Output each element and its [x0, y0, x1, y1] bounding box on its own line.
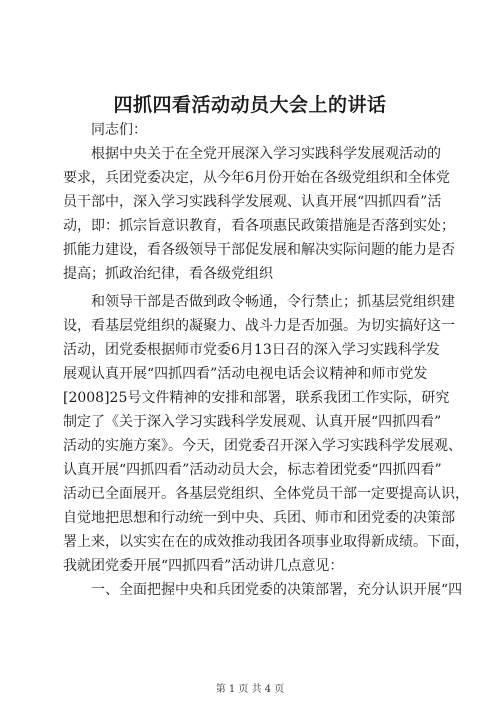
paragraph-line: 署上来，以实实在在的成效推动我团各项事业取得新成绩。下面，	[63, 534, 469, 550]
paragraph-line: 制定了《关于深入学习实践科学发展观、认真开展“四抓四看”	[63, 414, 442, 430]
paragraph-line: 要求，兵团党委决定，从今年6月份开始在各级党组织和全体党	[63, 170, 450, 186]
paragraph-line: 设，看基层党组织的凝聚力、战斗力是否加强。为切实搞好这一	[63, 318, 455, 334]
paragraph-line: 自觉地把思想和行动统一到中央、兵团、师市和团党委的决策部	[63, 510, 455, 526]
paragraph-line: 活动已全面展开。各基层党组织、全体党员干部一定要提高认识，	[63, 486, 469, 502]
paragraph-line: 我就团党委开展“四抓四看”活动讲几点意见：	[63, 558, 344, 574]
paragraph-line: 抓能力建设，看各级领导干部促发展和解决实际问题的能力是否	[63, 242, 455, 258]
paragraph-line: 展观认真开展“四抓四看”活动电视电话会议精神和师市党发	[63, 366, 428, 382]
paragraph-line: [2008]25号文件精神的安排和部署，联系我团工作实际，研究	[63, 390, 450, 406]
paragraph-line: 提高；抓政治纪律，看各级党组织	[63, 266, 273, 282]
paragraph-line: 认真开展“四抓四看”活动动员大会，标志着团党委“四抓四看”	[63, 462, 442, 478]
page-number: 第 1 页 共 4 页	[215, 684, 285, 695]
document-body	[63, 118, 469, 602]
paragraph-line: 根据中央关于在全党开展深入学习实践科学发展观活动的	[91, 146, 441, 162]
paragraph-line: 活动的实施方案》。今天，团党委召开深入学习实践科学发展观、	[63, 438, 462, 454]
paragraph-line: 活动，团党委根据师市党委6月13日召的深入学习实践科学发	[63, 342, 440, 358]
section-heading-line: 一、全面把握中央和兵团党委的决策部署，充分认识开展“四	[91, 582, 463, 598]
paragraph-line: 动，即：抓宗旨意识教育，看各项惠民政策措施是否落到实处；	[63, 218, 455, 234]
paragraph-line: 和领导干部是否做到政令畅通，令行禁止；抓基层党组织建	[91, 294, 455, 310]
paragraph-line: 员干部中，深入学习实践科学发展观、认真开展“四抓四看”活	[63, 194, 442, 210]
document-title: 四抓四看活动动员大会上的讲话	[113, 94, 387, 116]
salutation: 同志们：	[91, 122, 147, 138]
